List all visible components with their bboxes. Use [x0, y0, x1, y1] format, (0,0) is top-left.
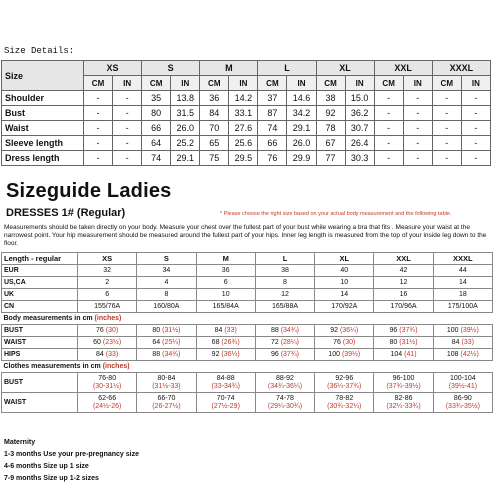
- unit-cm: CM: [142, 76, 171, 91]
- table-cell: -: [374, 121, 403, 136]
- inch-value: (34¾-36¼): [267, 382, 303, 390]
- maternity-line: 1-3 months Use your pre-pregnancy size: [4, 451, 139, 458]
- size-guide-table: [1, 252, 493, 413]
- unit-cm: CM: [316, 76, 345, 91]
- section-header-row: [2, 313, 493, 325]
- measure-cell: [137, 373, 196, 393]
- inch-value: (33): [461, 338, 474, 346]
- table-cell: -: [113, 151, 142, 166]
- table-cell: 67: [316, 136, 345, 151]
- table-row: [2, 349, 493, 361]
- measure-cell: [433, 393, 492, 413]
- unit-cm: CM: [432, 76, 461, 91]
- section-unit: (inches): [94, 314, 122, 322]
- cm-value: 66-70: [157, 394, 176, 402]
- regular-header-row: [2, 253, 493, 265]
- measure-cell: [255, 337, 314, 349]
- unit-in: IN: [287, 76, 316, 91]
- size-col-header: XXXL: [432, 61, 490, 76]
- table-cell: 165/88A: [255, 301, 314, 313]
- cm-value: 84-88: [216, 374, 235, 382]
- size-col-header: L: [255, 253, 314, 265]
- table-cell: -: [432, 136, 461, 151]
- table-cell: 36: [196, 265, 255, 277]
- inch-value: (26-27½): [152, 402, 181, 410]
- page-title: Sizeguide Ladies: [6, 180, 172, 202]
- table-cell: 36: [200, 91, 229, 106]
- table-cell: -: [432, 151, 461, 166]
- inch-value: (29¼-30¾): [267, 402, 303, 410]
- measure-cell: [78, 349, 137, 361]
- size-col-header: XXL: [374, 61, 432, 76]
- cm-value: 88: [152, 350, 161, 358]
- unit-in: IN: [171, 76, 200, 91]
- size-col-header: XS: [84, 61, 142, 76]
- table-row: [2, 265, 493, 277]
- table-cell: 6: [196, 277, 255, 289]
- table-cell: 77: [316, 151, 345, 166]
- table-cell: 84: [200, 106, 229, 121]
- table-cell: 38: [316, 91, 345, 106]
- table-cell: -: [461, 91, 490, 106]
- unit-cm: CM: [84, 76, 113, 91]
- cm-value: 74-78: [276, 394, 294, 402]
- table-cell: -: [403, 136, 432, 151]
- inch-value: (31½): [162, 326, 181, 334]
- inch-value: (37¾): [399, 326, 418, 334]
- table-cell: -: [461, 121, 490, 136]
- row-label: Bust: [2, 106, 84, 121]
- size-col-header: M: [200, 61, 258, 76]
- table-cell: 66: [258, 136, 287, 151]
- table-cell: 30.7: [345, 121, 374, 136]
- table-cell: 8: [137, 289, 196, 301]
- table-cell: 10: [196, 289, 255, 301]
- cm-value: 92: [211, 350, 220, 358]
- table-cell: 14.2: [229, 91, 258, 106]
- table-row: [2, 106, 491, 121]
- table-cell: 18: [433, 289, 492, 301]
- size-header-row: [2, 61, 491, 76]
- unit-in: IN: [345, 76, 374, 91]
- size-col-header: XXL: [374, 253, 433, 265]
- measure-cell: [433, 325, 492, 337]
- row-label: US,CA: [2, 277, 78, 289]
- table-cell: 35: [142, 91, 171, 106]
- table-cell: 25.6: [229, 136, 258, 151]
- inch-value: (37¾): [280, 350, 299, 358]
- table-cell: 16: [374, 289, 433, 301]
- row-label: BUST: [2, 325, 78, 337]
- section-header: [2, 361, 493, 373]
- size-col-header: XL: [315, 253, 374, 265]
- table-cell: 87: [258, 106, 287, 121]
- table-row: [2, 91, 491, 106]
- size-col-header: L: [258, 61, 316, 76]
- measure-cell: [196, 337, 255, 349]
- table-cell: 155/76A: [78, 301, 137, 313]
- size-col-header: XXXL: [433, 253, 492, 265]
- table-cell: -: [84, 136, 113, 151]
- row-label: Waist: [2, 121, 84, 136]
- section-unit: (inches): [102, 362, 130, 370]
- measure-cell: [196, 349, 255, 361]
- measure-cell: [255, 373, 314, 393]
- cm-value: 76-80: [98, 374, 117, 382]
- inch-value: (36¼-37¾): [327, 382, 362, 390]
- measure-cell: [374, 337, 433, 349]
- measure-cell: [78, 337, 137, 349]
- table-cell: 8: [255, 277, 314, 289]
- cm-value: 60: [93, 338, 101, 346]
- measure-cell: [255, 393, 314, 413]
- table-cell: 36.2: [345, 106, 374, 121]
- table-cell: 78: [316, 121, 345, 136]
- measure-cell: [78, 393, 137, 413]
- inch-value: (30): [105, 326, 119, 334]
- row-label: EUR: [2, 265, 78, 277]
- cm-value: 64: [152, 338, 161, 346]
- table-row: [2, 301, 493, 313]
- maternity-line: 7-9 months Size up 1-2 sizes: [4, 475, 99, 482]
- row-label: Shoulder: [2, 91, 84, 106]
- table-cell: -: [403, 151, 432, 166]
- table-cell: -: [432, 106, 461, 121]
- maternity-block: [4, 437, 139, 485]
- table-cell: 12: [374, 277, 433, 289]
- table-cell: 29.5: [229, 151, 258, 166]
- inch-value: (33-34¾): [211, 382, 240, 390]
- cm-value: 92: [330, 326, 339, 334]
- size-col-header: XS: [78, 253, 137, 265]
- inch-value: (26¾): [221, 338, 240, 346]
- measure-cell: [433, 337, 492, 349]
- table-cell: -: [461, 151, 490, 166]
- unit-in: IN: [461, 76, 490, 91]
- measure-cell: [433, 349, 492, 361]
- inch-value: (41): [404, 350, 417, 358]
- row-label: Sleeve length: [2, 136, 84, 151]
- table-cell: 4: [137, 277, 196, 289]
- maternity-title: Maternity: [4, 439, 36, 446]
- cm-value: 108: [446, 350, 459, 358]
- cm-value: 76: [333, 338, 341, 346]
- table-cell: 170/92A: [315, 301, 374, 313]
- measure-cell: [315, 349, 374, 361]
- inch-value: (24½-26): [92, 402, 122, 410]
- table-cell: 170/96A: [374, 301, 433, 313]
- table-cell: 75: [200, 151, 229, 166]
- inch-value: (28¼): [280, 338, 299, 346]
- table-cell: 29.9: [287, 151, 316, 166]
- table-cell: 14: [315, 289, 374, 301]
- cm-value: 70-74: [216, 394, 235, 402]
- inch-value: (33): [105, 350, 119, 358]
- inch-value: (31½-33): [152, 382, 181, 390]
- inch-value: (36¼): [221, 350, 240, 358]
- cm-value: 80: [389, 338, 398, 346]
- cm-value: 72: [270, 338, 279, 346]
- table-cell: 29.1: [287, 121, 316, 136]
- table-cell: 34.2: [287, 106, 316, 121]
- size-col-header: M: [196, 253, 255, 265]
- table-cell: 15.0: [345, 91, 374, 106]
- measure-cell: [137, 325, 196, 337]
- inch-value: (30-31½): [92, 382, 122, 390]
- inch-value: (39½): [460, 326, 479, 334]
- size-details-caption: Size Details:: [4, 46, 75, 56]
- table-cell: 40: [315, 265, 374, 277]
- table-row: [2, 136, 491, 151]
- size-col-header: S: [142, 61, 200, 76]
- table-row: [2, 289, 493, 301]
- table-cell: -: [432, 121, 461, 136]
- table-cell: 76: [258, 151, 287, 166]
- table-cell: 74: [142, 151, 171, 166]
- table-row: [2, 325, 493, 337]
- measure-cell: [78, 373, 137, 393]
- table-row: [2, 393, 493, 413]
- table-cell: -: [374, 91, 403, 106]
- table-cell: -: [374, 106, 403, 121]
- table-cell: 2: [78, 277, 137, 289]
- cm-value: 78-82: [335, 394, 354, 402]
- inch-value: (36¼): [339, 326, 359, 334]
- cm-value: 84: [96, 350, 104, 358]
- measure-cell: [137, 393, 196, 413]
- section-subtitle: DRESSES 1# (Regular): [6, 207, 126, 219]
- table-cell: 160/80A: [137, 301, 196, 313]
- size-col-header: S: [137, 253, 196, 265]
- unit-in: IN: [403, 76, 432, 91]
- cm-value: 62-66: [98, 394, 117, 402]
- table-cell: -: [374, 151, 403, 166]
- table-cell: 26.4: [345, 136, 374, 151]
- table-cell: -: [403, 106, 432, 121]
- table-cell: 12: [255, 289, 314, 301]
- section-header: [2, 313, 493, 325]
- table-cell: 26.0: [171, 121, 200, 136]
- measure-cell: [374, 325, 433, 337]
- unit-cm: CM: [258, 76, 287, 91]
- section-title: Body measurements in cm: [3, 314, 93, 322]
- unit-in: IN: [229, 76, 258, 91]
- measurement-instructions: Measurements should be taken directly on your body. Measure your chest over the fullest part of your bust while wearing a bra that fits . Measure your waist at the narrowest point. Your hip measurement should be measured around the fullest part of your hips. Inner leg length is measured from the top of your inside leg down to the floor.: [4, 224, 487, 247]
- table-cell: -: [113, 121, 142, 136]
- inch-value: (25¼): [162, 338, 181, 346]
- table-cell: 65: [200, 136, 229, 151]
- cm-value: 80: [152, 326, 161, 334]
- measure-cell: [196, 373, 255, 393]
- measure-cell: [374, 393, 433, 413]
- measure-cell: [137, 349, 196, 361]
- table-cell: 64: [142, 136, 171, 151]
- table-cell: 14.6: [287, 91, 316, 106]
- maternity-line: 4-6 months Size up 1 size: [4, 463, 89, 470]
- row-label: WAIST: [2, 393, 78, 413]
- size-label: Size: [2, 61, 84, 91]
- cm-value: 96-100: [392, 374, 415, 382]
- table-cell: 175/100A: [433, 301, 492, 313]
- section-header-row: [2, 361, 493, 373]
- cm-value: 92-96: [335, 374, 354, 382]
- inch-value: (31½): [399, 338, 418, 346]
- row-label: UK: [2, 289, 78, 301]
- measure-cell: [315, 337, 374, 349]
- table-cell: 10: [315, 277, 374, 289]
- table-cell: 32: [78, 265, 137, 277]
- table-cell: 25.2: [171, 136, 200, 151]
- measure-cell: [315, 325, 374, 337]
- table-row: [2, 277, 493, 289]
- cm-value: 96: [270, 350, 279, 358]
- size-note: * Please choose the right size based on your actual body measurement and the following table.: [220, 211, 452, 217]
- table-cell: -: [113, 136, 142, 151]
- cm-value: 84: [214, 326, 223, 334]
- inch-value: (37¾-39½): [386, 382, 421, 390]
- inch-value: (33): [224, 326, 237, 334]
- table-cell: -: [113, 106, 142, 121]
- measure-cell: [315, 393, 374, 413]
- cm-value: 84: [451, 338, 460, 346]
- cm-value: 104: [390, 350, 403, 358]
- cm-value: 100: [446, 326, 459, 334]
- inch-value: (34¾): [280, 326, 299, 334]
- inch-value: (32¼-33¾): [386, 402, 421, 410]
- cm-value: 82-86: [394, 394, 413, 402]
- table-cell: 42: [374, 265, 433, 277]
- table-cell: 27.6: [229, 121, 258, 136]
- table-cell: 29.1: [171, 151, 200, 166]
- measure-cell: [78, 325, 137, 337]
- cm-value: 100: [328, 350, 340, 358]
- table-cell: 14: [433, 277, 492, 289]
- inch-value: (27½-29): [211, 402, 240, 410]
- inch-value: (30): [342, 338, 356, 346]
- table-cell: 165/84A: [196, 301, 255, 313]
- table-cell: -: [113, 91, 142, 106]
- measure-cell: [137, 337, 196, 349]
- table-cell: -: [84, 121, 113, 136]
- table-cell: -: [374, 136, 403, 151]
- table-cell: -: [461, 106, 490, 121]
- inch-value: (30¾-32¼): [327, 402, 362, 410]
- row-label: WAIST: [2, 337, 78, 349]
- table-cell: -: [84, 151, 113, 166]
- row-label: CN: [2, 301, 78, 313]
- measure-cell: [196, 393, 255, 413]
- table-cell: 34: [137, 265, 196, 277]
- measure-cell: [315, 373, 374, 393]
- table-cell: 80: [142, 106, 171, 121]
- row-label: Dress length: [2, 151, 84, 166]
- inch-value: (33¾-35½): [445, 402, 480, 410]
- table-cell: 66: [142, 121, 171, 136]
- section-title: Clothes measurements in cm: [3, 362, 101, 370]
- table-cell: 70: [200, 121, 229, 136]
- inch-value: (34¾): [162, 350, 181, 358]
- unit-cm: CM: [374, 76, 403, 91]
- unit-in: IN: [113, 76, 142, 91]
- length-regular-label: Length - regular: [2, 253, 78, 265]
- table-cell: 30.3: [345, 151, 374, 166]
- unit-cm: CM: [200, 76, 229, 91]
- inch-value: (23½): [102, 338, 122, 346]
- table-cell: -: [84, 91, 113, 106]
- table-cell: -: [403, 91, 432, 106]
- table-cell: 6: [78, 289, 137, 301]
- inch-value: (39½): [341, 350, 361, 358]
- table-row: [2, 121, 491, 136]
- table-cell: -: [84, 106, 113, 121]
- row-label: BUST: [2, 373, 78, 393]
- table-row: [2, 337, 493, 349]
- inch-value: (39½-41): [448, 382, 478, 390]
- table-cell: 38: [255, 265, 314, 277]
- measure-cell: [196, 325, 255, 337]
- measure-cell: [255, 349, 314, 361]
- table-cell: -: [403, 121, 432, 136]
- cm-value: 88-92: [276, 374, 294, 382]
- table-cell: 44: [433, 265, 492, 277]
- table-cell: -: [461, 136, 490, 151]
- cm-value: 68: [211, 338, 220, 346]
- inch-value: (42½): [460, 350, 479, 358]
- table-cell: 13.8: [171, 91, 200, 106]
- table-cell: 31.5: [171, 106, 200, 121]
- cm-value: 96: [389, 326, 398, 334]
- table-row: [2, 373, 493, 393]
- table-row: [2, 151, 491, 166]
- measure-cell: [374, 349, 433, 361]
- cm-value: 80-84: [157, 374, 176, 382]
- table-cell: 37: [258, 91, 287, 106]
- cm-value: 88: [270, 326, 279, 334]
- table-cell: -: [432, 91, 461, 106]
- measure-cell: [255, 325, 314, 337]
- table-cell: 74: [258, 121, 287, 136]
- size-col-header: XL: [316, 61, 374, 76]
- size-details-table: [1, 60, 491, 166]
- measure-cell: [374, 373, 433, 393]
- cm-value: 100-104: [449, 374, 476, 382]
- table-cell: 33.1: [229, 106, 258, 121]
- measure-cell: [433, 373, 492, 393]
- table-cell: 92: [316, 106, 345, 121]
- table-cell: 26.0: [287, 136, 316, 151]
- row-label: HIPS: [2, 349, 78, 361]
- cm-value: 86-90: [453, 394, 472, 402]
- cm-value: 76: [96, 326, 104, 334]
